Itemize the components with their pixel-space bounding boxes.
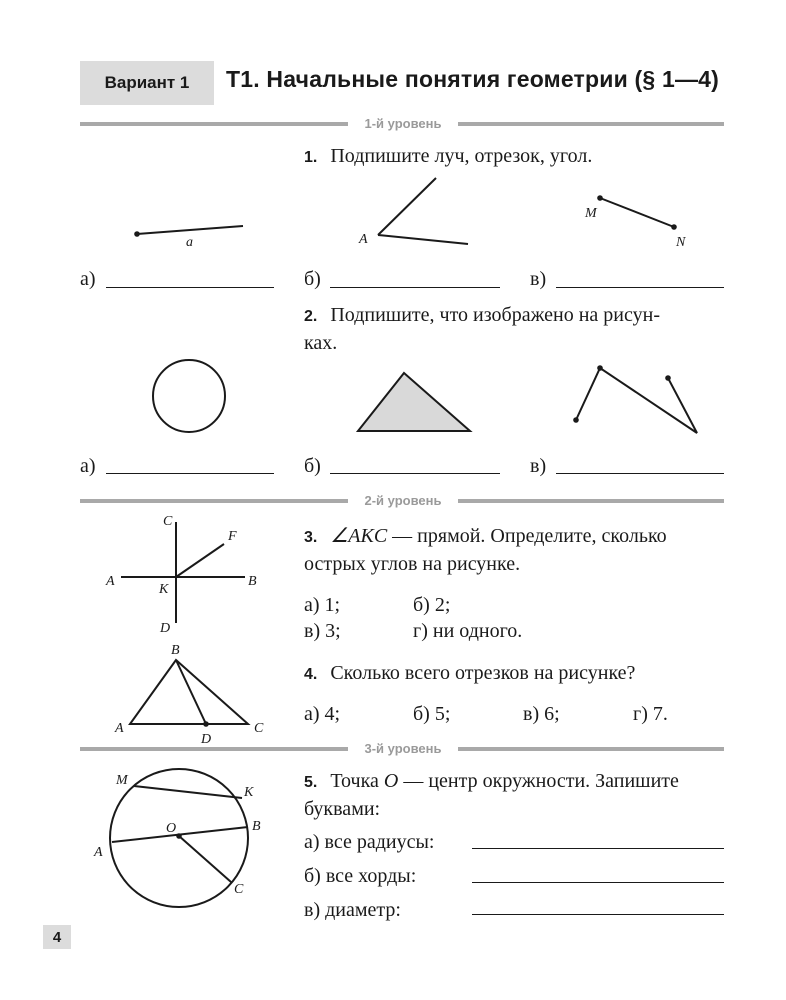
level-divider-3-right <box>458 747 724 751</box>
point-b-label: B <box>171 643 180 658</box>
question-number: 1. <box>304 149 318 166</box>
point-k-label: K <box>244 785 254 800</box>
question-text-line1: — центр окружности. Запишите <box>398 770 679 792</box>
angle-name: ∠AKC <box>330 525 388 547</box>
q2-polyline-figure <box>565 360 710 440</box>
q3-option-b[interactable]: б) 2; <box>413 594 451 616</box>
point-f-label: F <box>228 529 237 544</box>
q2-answer-c-field[interactable] <box>556 473 724 474</box>
q5-chords-label: б) все хорды: <box>304 865 417 887</box>
point-a-label: A <box>106 574 115 589</box>
question-text-line2: буквами: <box>304 798 381 820</box>
segment-label: a <box>186 235 193 250</box>
question-text-prefix: Точка <box>330 770 384 792</box>
point-a-label: A <box>115 721 124 736</box>
q3-option-d[interactable]: г) ни одного. <box>413 620 523 642</box>
point-c-label: C <box>234 882 244 897</box>
question-number: 3. <box>304 529 318 546</box>
point-k-label: K <box>159 582 169 597</box>
level-divider-3-left <box>80 747 348 751</box>
q5-diameter-field[interactable] <box>472 914 724 915</box>
variant-badge: Вариант 1 <box>80 61 214 105</box>
q4-triangle-figure <box>110 640 270 745</box>
point-m-label: M <box>116 773 128 788</box>
level-label-2: 2-й уровень <box>348 493 458 508</box>
q2-answer-c-label: в) <box>530 455 547 477</box>
question-text: Сколько всего отрезков на рисунке? <box>330 662 636 684</box>
q2-answer-b-field[interactable] <box>330 473 500 474</box>
level-label-3: 3-й уровень <box>348 741 458 756</box>
q5-chords-field[interactable] <box>472 882 724 883</box>
q1-answer-a-label: а) <box>80 268 96 290</box>
question-1 <box>304 143 592 171</box>
level-divider-2-right <box>458 499 724 503</box>
q2-answer-a-label: а) <box>80 455 96 477</box>
q1-segment-figure <box>120 215 260 260</box>
q5-radii-label: а) все радиусы: <box>304 831 435 853</box>
question-3 <box>304 523 667 578</box>
question-text-line1: — прямой. Определите, сколько <box>387 525 667 547</box>
q5-circle-figure <box>90 765 270 925</box>
question-text-line2: ках. <box>304 332 338 354</box>
question-5 <box>304 768 679 823</box>
point-d-label: D <box>201 732 212 745</box>
q1-answer-b-field[interactable] <box>330 287 500 288</box>
q2-circle-figure <box>148 355 233 440</box>
question-text-line2: острых углов на рисунке. <box>304 553 521 575</box>
level-divider-1-right <box>458 122 724 126</box>
point-n-label: N <box>676 235 686 250</box>
q4-option-a[interactable]: а) 4; <box>304 703 341 725</box>
question-text-line1: Подпишите, что изображено на рисун- <box>330 304 660 326</box>
point-c-label: C <box>254 721 264 736</box>
point-b-label: B <box>248 574 257 589</box>
q4-option-c[interactable]: в) 6; <box>523 703 560 725</box>
q4-option-b[interactable]: б) 5; <box>413 703 451 725</box>
question-number: 4. <box>304 666 318 683</box>
q4-option-d[interactable]: г) 7. <box>633 703 668 725</box>
page-title: Т1. Начальные понятия геометрии (§ 1—4) <box>226 66 720 92</box>
level-divider-1-left <box>80 122 348 126</box>
q3-option-c[interactable]: в) 3; <box>304 620 341 642</box>
point-d-label: D <box>160 621 171 636</box>
point-b-label: B <box>252 819 261 834</box>
point-m-label: M <box>585 206 597 221</box>
point-a-label: A <box>94 845 103 860</box>
q1-angle-figure <box>352 170 477 250</box>
q1-ray-figure <box>580 190 700 255</box>
point-c-label: C <box>163 514 173 529</box>
question-4 <box>304 660 635 688</box>
level-label-1: 1-й уровень <box>348 116 458 131</box>
point-o-label: O <box>166 821 177 836</box>
q2-answer-a-field[interactable] <box>106 473 274 474</box>
center-point-name: O <box>383 770 399 792</box>
q1-answer-c-field[interactable] <box>556 287 724 288</box>
question-text: Подпишите луч, отрезок, угол. <box>330 145 593 167</box>
question-2 <box>304 302 660 357</box>
q5-diameter-label: в) диаметр: <box>304 899 401 921</box>
q1-answer-c-label: в) <box>530 268 547 290</box>
angle-vertex-label: A <box>359 232 368 247</box>
q2-triangle-figure <box>350 366 478 438</box>
question-number: 2. <box>304 308 318 325</box>
q1-answer-a-field[interactable] <box>106 287 274 288</box>
q1-answer-b-label: б) <box>304 268 321 290</box>
q5-radii-field[interactable] <box>472 848 724 849</box>
page-number: 4 <box>43 925 71 949</box>
q2-answer-b-label: б) <box>304 455 321 477</box>
question-number: 5. <box>304 774 318 791</box>
level-divider-2-left <box>80 499 348 503</box>
q3-option-a[interactable]: а) 1; <box>304 594 341 616</box>
q3-angle-figure <box>100 508 270 638</box>
